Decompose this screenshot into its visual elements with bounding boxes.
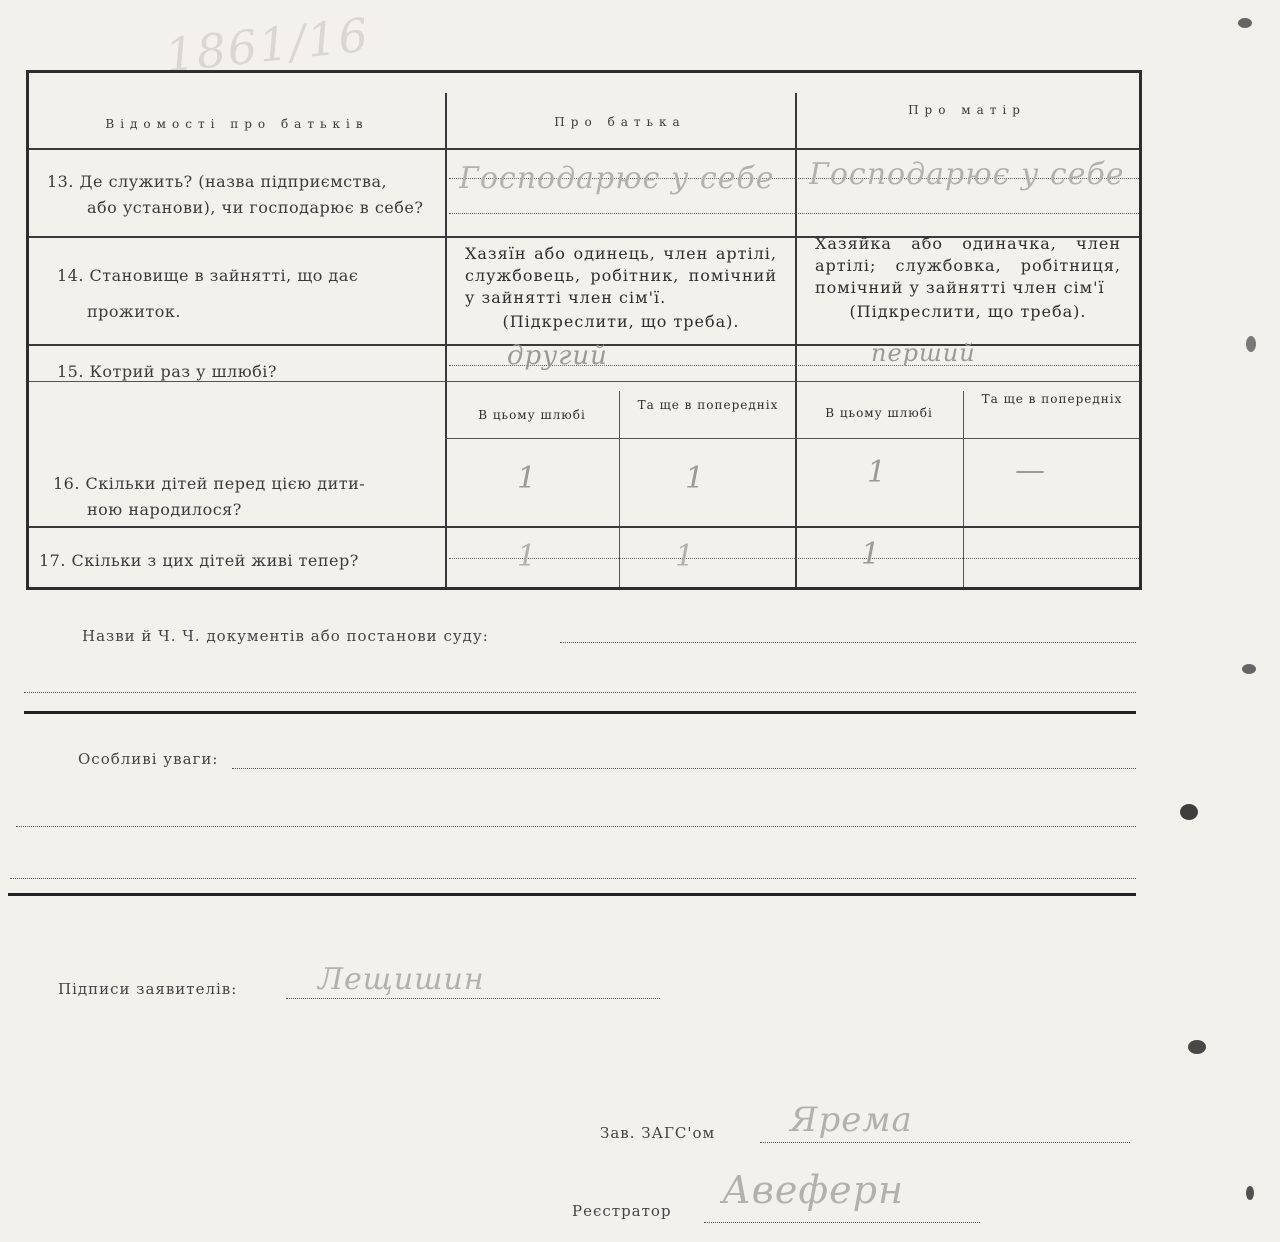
subheader-father-previous: Та ще в попередніх (637, 398, 779, 412)
q14-mother-options: Хазяйка або одиначка, член артілі; службовка, робітниця, помічний у зайнятті член сім'ї (815, 234, 1121, 297)
q15-question: 15. Котрий раз у шлюбі? (57, 362, 277, 381)
registrar-signature-line (704, 1222, 980, 1223)
subheader-mother-previous: Та ще в попередніх (981, 392, 1123, 406)
col-divider-2 (795, 93, 797, 587)
remarks-section-divider (8, 893, 1136, 896)
registrar-signature: Авеферн (722, 1168, 904, 1212)
q16-question-line1: 16. Скільки дітей перед цією дити- (53, 474, 366, 493)
remarks-label: Особливі уваги: (78, 750, 219, 768)
subheader-father-this-marriage: В цьому шлюбі (478, 408, 586, 422)
row-line-subheader (445, 438, 1139, 439)
q16-father-previous-value: 1 (685, 461, 706, 496)
q17-mother-this-value: 1 (861, 537, 882, 572)
q16-mother-this-value: 1 (867, 455, 888, 490)
q14-question-line2: прожиток. (87, 302, 181, 321)
q13-mother-answer: Господарює у себе (809, 157, 1125, 192)
q13-question-line2: або установи), чи господарює в себе? (87, 198, 424, 217)
parents-info-table (26, 70, 1142, 590)
paper-blemish (1246, 336, 1256, 352)
row-line-header (29, 148, 1139, 150)
row-line-16 (29, 526, 1139, 528)
q13-question-line1: 13. Де служить? (назва підприємства, (47, 172, 388, 191)
q17-answer-line (449, 558, 1139, 559)
registrar-label: Реєстратор (572, 1202, 672, 1220)
q15-father-answer: другий (507, 341, 608, 371)
remarks-line-1 (232, 768, 1136, 769)
documents-line-2 (24, 692, 1136, 693)
header-father: Про батька (554, 115, 686, 129)
paper-blemish (1246, 1186, 1254, 1200)
q16-mother-previous-value: — (1015, 453, 1046, 488)
signatures-line (286, 998, 660, 999)
header-mother: Про матір (908, 103, 1026, 117)
applicant-signature: Лещишин (318, 962, 485, 997)
q14-mother-note: (Підкреслити, що треба). (849, 302, 1087, 321)
q14-father-options: Хазяїн або одинець, член артілі, службовець, робітник, помічний у зайнятті член сім'ї. (465, 244, 777, 307)
paper-blemish (1180, 804, 1198, 820)
documents-section-divider (24, 711, 1136, 714)
remarks-line-3 (10, 878, 1136, 879)
q15-mother-answer: перший (871, 339, 976, 367)
q14-question-line1: 14. Становище в зайнятті, що дає (57, 266, 359, 285)
q16-question-line2: ною народилося? (87, 500, 242, 519)
documents-label: Назви й Ч. Ч. документів або постанови суду: (82, 627, 489, 645)
archive-number: 1861/16 (162, 7, 373, 83)
head-signature-line (760, 1142, 1130, 1143)
paper-blemish (1188, 1040, 1206, 1054)
paper-blemish (1242, 664, 1256, 674)
q17-father-this-value: 1 (517, 539, 538, 574)
col-divider-1 (445, 93, 447, 587)
signatures-label: Підписи заявителів: (58, 980, 238, 998)
documents-line-1 (560, 642, 1136, 643)
q13-answer-line-2 (449, 213, 1139, 214)
subheader-mother-this-marriage: В цьому шлюбі (825, 406, 933, 420)
q17-question: 17. Скільки з цих дітей живі тепер? (39, 551, 359, 570)
q17-father-previous-value: 1 (675, 539, 696, 574)
q16-father-this-value: 1 (517, 461, 538, 496)
header-parents-info: Відомості про батьків (105, 117, 369, 131)
head-signature: Ярема (790, 1100, 913, 1140)
paper-blemish (1238, 18, 1252, 28)
q13-father-answer: Господарює у себе (459, 161, 775, 196)
head-of-registry-label: Зав. ЗАГС'ом (600, 1124, 716, 1142)
remarks-line-2 (16, 826, 1136, 827)
q14-father-note: (Підкреслити, що треба). (502, 312, 740, 331)
